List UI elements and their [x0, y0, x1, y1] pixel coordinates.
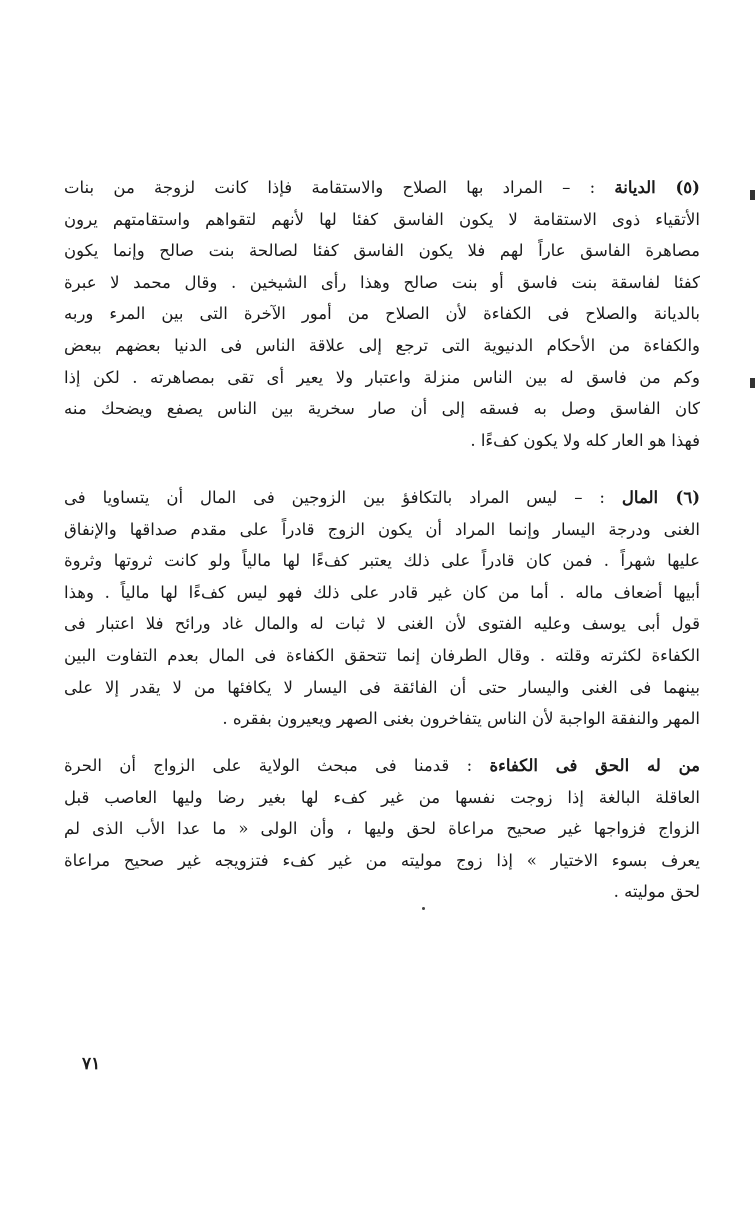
text-line: الزواج فزواجها غير صحيح مراعاة لحق وليها ، وأن الولى « ما عدا الأب الذى لم	[64, 819, 700, 839]
margin-mark	[750, 190, 755, 200]
text-line: لحق موليته .	[613, 882, 700, 902]
text-line: العاقلة البالغة إذا زوجت نفسها من غير كفء لها بغير رضا وليها العاصب قبل	[64, 787, 700, 807]
section-heading: (٦) المال	[621, 488, 700, 507]
margin-mark	[750, 378, 755, 388]
text-line: المهر والنفقة الواجبة لأن الناس يتفاخرون بغنى الصهر ويعيرون بفقره .	[222, 709, 700, 729]
paragraph-religion	[64, 172, 700, 456]
section-heading: (٥) الديانة	[614, 178, 700, 197]
text-line: بالديانة والصلاح فى الكفاءة لأن الصلاح من أمور الآخرة التى بين المرء وربه	[64, 304, 700, 324]
text-line: كان الفاسق وصل به فسقه إلى أن صار سخرية بين الناس يصفع ويضحك منه	[64, 399, 700, 419]
text-line: يعرف بسوء الاختيار » إذا زوج موليته من غير كفء فتزويجه غير صحيح مراعاة	[64, 850, 700, 870]
text-line: كفئا لفاسقة بنت فاسق أو بنت صالح وهذا رأى الشيخين . وقال محمد لا عبرة	[64, 272, 700, 292]
text-line: الأتقياء ذوى الاستقامة لا يكون الفاسق كفئا لها لأنهم لتقواهم واستقامتهم يرون	[64, 209, 700, 229]
paragraph-wealth	[64, 482, 700, 735]
text-line: أبيها أضعاف ماله . أما من كان غير قادر على ذلك فهو ليس كفءًا لها مالياً . وهذا	[64, 582, 700, 602]
text-line: من له الحق فى الكفاءة : قدمنا فى مبحث الولاية على الزواج أن الحرة	[64, 756, 700, 775]
section-heading: من له الحق فى الكفاءة	[489, 756, 700, 775]
text-line: قول أبى يوسف وعليه الفتوى لأن الغنى لا ثبات له والمال غاد ورائح فلا اعتبار فى	[64, 614, 700, 634]
text-line: (٥) الديانة : – المراد بها الصلاح والاستقامة فإذا كانت لزوجة من بنات	[64, 178, 700, 197]
page-number: ٧١	[82, 1054, 101, 1074]
text-line: والكفاءة من الأحكام الدنيوية التى ترجع إلى علاقة الناس فى الدنيا بعضهم ببعض	[64, 335, 700, 355]
text-line: بينهما فى الغنى واليسار حتى أن الفائقة فى اليسار لا يكافئها من لا يقدر إلا على	[64, 677, 700, 697]
text-line: (٦) المال : – ليس المراد بالتكافؤ بين الزوجين فى المال أن يتساويا فى	[64, 488, 700, 507]
text-line: مصاهرة الفاسق عاراً لهم فلا يكون الفاسق كفئا لصالحة بنت صالح وإنما يكون	[64, 241, 700, 261]
text-line: الغنى ودرجة اليسار وإنما المراد أن يكون الزوج قادراً على مقدم صداقها والإنفاق	[64, 519, 700, 539]
text-line: عليها شهراً . فمن كان قادراً على ذلك يعتبر كفءًا لها مالياً ولو كانت ثروتها وثروة	[64, 551, 700, 571]
text-line: فهذا هو العار كله ولا يكون كفءًا .	[470, 430, 700, 450]
text-line: الكفاءة لكثرته وقلته . وقال الطرفان إنما تتحقق الكفاءة فى المال بعدم التفاوت البين	[64, 645, 700, 665]
print-speck	[422, 907, 425, 910]
paragraph-right-to-kafaa	[64, 750, 700, 908]
text-line: وكم من فاسق له بين الناس منزلة واعتبار ولا يعير أى تقى بمصاهرته . لكن إذا	[64, 367, 700, 387]
